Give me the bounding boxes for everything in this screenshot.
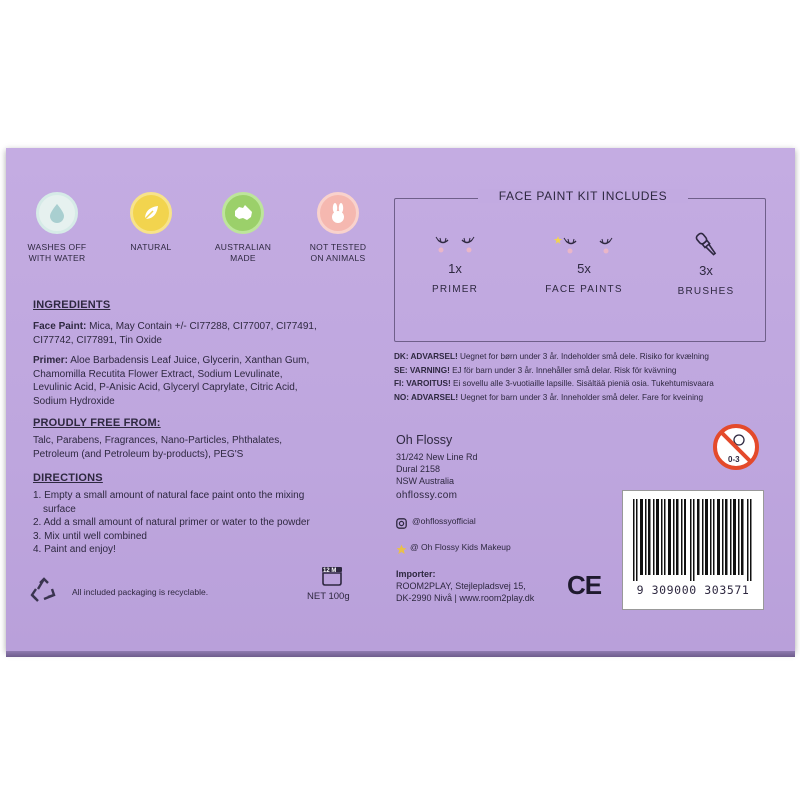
face-paint-line: Mica, May Contain +/- CI77288, CI77007, CI77491,: [89, 321, 317, 332]
badge-natural: [106, 192, 196, 253]
barcode: [622, 490, 764, 610]
badge-australian-made: [198, 192, 288, 264]
kit-name: PRIMER: [431, 284, 479, 295]
importer-label: Importer:: [396, 569, 436, 579]
directions-heading: DIRECTIONS: [33, 472, 103, 484]
direction-step: 3. Mix until well combined: [33, 530, 147, 542]
age-warning-icon: [712, 423, 760, 476]
badge-cruelty-free: [293, 192, 383, 264]
net-weight: NET 100g: [307, 591, 350, 602]
directions-list: [33, 489, 393, 557]
face-icon: [544, 232, 624, 256]
water-drop-icon: [36, 192, 78, 234]
brush-icon: [691, 230, 721, 258]
primer-line: Aloe Barbadensis Leaf Juice, Glycerin, Xanthan Gum,: [70, 355, 310, 366]
company-name: Oh Flossy: [396, 433, 453, 447]
primer-label: Primer:: [33, 355, 69, 366]
importer-line: DK-2990 Nivå | www.room2play.dk: [396, 593, 535, 603]
instagram-icon: [396, 516, 407, 534]
facebook-page[interactable]: @ Oh Flossy Kids Makeup: [410, 542, 511, 552]
badge-washes-off: [12, 192, 102, 264]
badge-label: NOT TESTED ON ANIMALS: [309, 242, 367, 263]
kit-item-primer: [420, 232, 490, 295]
safety-warnings: [394, 350, 789, 404]
direction-step: 4. Paint and enjoy!: [33, 544, 116, 555]
face-paint-ingredients: [33, 320, 383, 347]
face-paint-label: Face Paint:: [33, 321, 87, 332]
warning-line: NO: ADVARSEL! Uegnet for barn under 3 år. Inneholder små deler. Fare for kveining: [394, 392, 704, 402]
primer-line: Sodium Hydroxide: [33, 395, 115, 407]
face-paint-line: CI77742, CI77891, Tin Oxide: [33, 334, 162, 346]
free-from-list: [33, 434, 393, 461]
kit-count: 1x: [448, 261, 462, 276]
address-line: Dural 2158: [396, 464, 441, 474]
ingredients-heading: INGREDIENTS: [33, 299, 111, 311]
age-warning-label: 0-3: [728, 455, 740, 464]
company-address: [396, 451, 478, 487]
barcode-number: 9 309000 303571: [636, 583, 750, 597]
kit-item-face-paints: [534, 232, 634, 295]
free-from-line: Talc, Parabens, Fragrances, Nano-Particles, Phthalates,: [33, 435, 283, 446]
warning-line: DK: ADVARSEL! Uegnet for børn under 3 år. Indeholder små dele. Risiko for kvælning: [394, 352, 709, 361]
kit-item-brushes: [666, 230, 746, 297]
primer-ingredients: [33, 354, 393, 408]
kit-name: BRUSHES: [677, 286, 735, 297]
badge-label: AUSTRALIAN MADE: [214, 242, 272, 263]
recycle-text: All included packaging is recyclable.: [72, 587, 209, 597]
pao-label: 12 M: [323, 568, 337, 574]
leaf-icon: [130, 192, 172, 234]
importer-block: [396, 568, 534, 604]
australia-map-icon: [222, 192, 264, 234]
kit-count: 5x: [577, 261, 591, 276]
badge-label: WASHES OFF WITH WATER: [27, 242, 87, 263]
direction-step: 2. Add a small amount of natural primer or water to the powder: [33, 517, 310, 528]
recycle-icon: [30, 577, 58, 610]
address-line: 31/242 New Line Rd: [396, 452, 478, 462]
warning-line: FI: VAROITUS! Ei sovellu alle 3-vuotiaille lapsille. Sisältää pieniä osia. Tukehtumisvaara: [394, 379, 714, 388]
kit-title: FACE PAINT KIT INCLUDES: [478, 189, 688, 203]
primer-line: Chamomilla Recutita Flower Extract, Sodium Levulinate,: [33, 368, 283, 380]
face-icon: [432, 232, 478, 256]
free-from-heading: PROUDLY FREE FROM:: [33, 417, 161, 429]
primer-line: Levulinic Acid, P-Anisic Acid, Glyceryl Caprylate, Citric Acid,: [33, 382, 298, 393]
kit-name: FACE PAINTS: [545, 284, 623, 295]
badge-label: NATURAL: [130, 242, 172, 252]
company-website[interactable]: ohflossy.com: [396, 490, 458, 501]
barcode-bars: [633, 499, 753, 581]
instagram-handle[interactable]: @ohflossyofficial: [412, 516, 476, 526]
star-icon: [396, 542, 407, 560]
bunny-icon: [317, 192, 359, 234]
direction-step: 1. Empty a small amount of natural face paint onto the mixing: [33, 490, 305, 501]
importer-line: ROOM2PLAY, Stejlepladsvej 15,: [396, 581, 526, 591]
direction-step: surface: [43, 503, 76, 515]
warning-line: SE: VARNING! EJ för barn under 3 år. Innehåller små delar. Risk för kvävning: [394, 365, 677, 375]
address-line: NSW Australia: [396, 476, 455, 486]
free-from-line: Petroleum (and Petroleum by-products), PEG'S: [33, 448, 244, 460]
ce-mark: CE: [567, 570, 602, 600]
kit-count: 3x: [699, 263, 713, 278]
